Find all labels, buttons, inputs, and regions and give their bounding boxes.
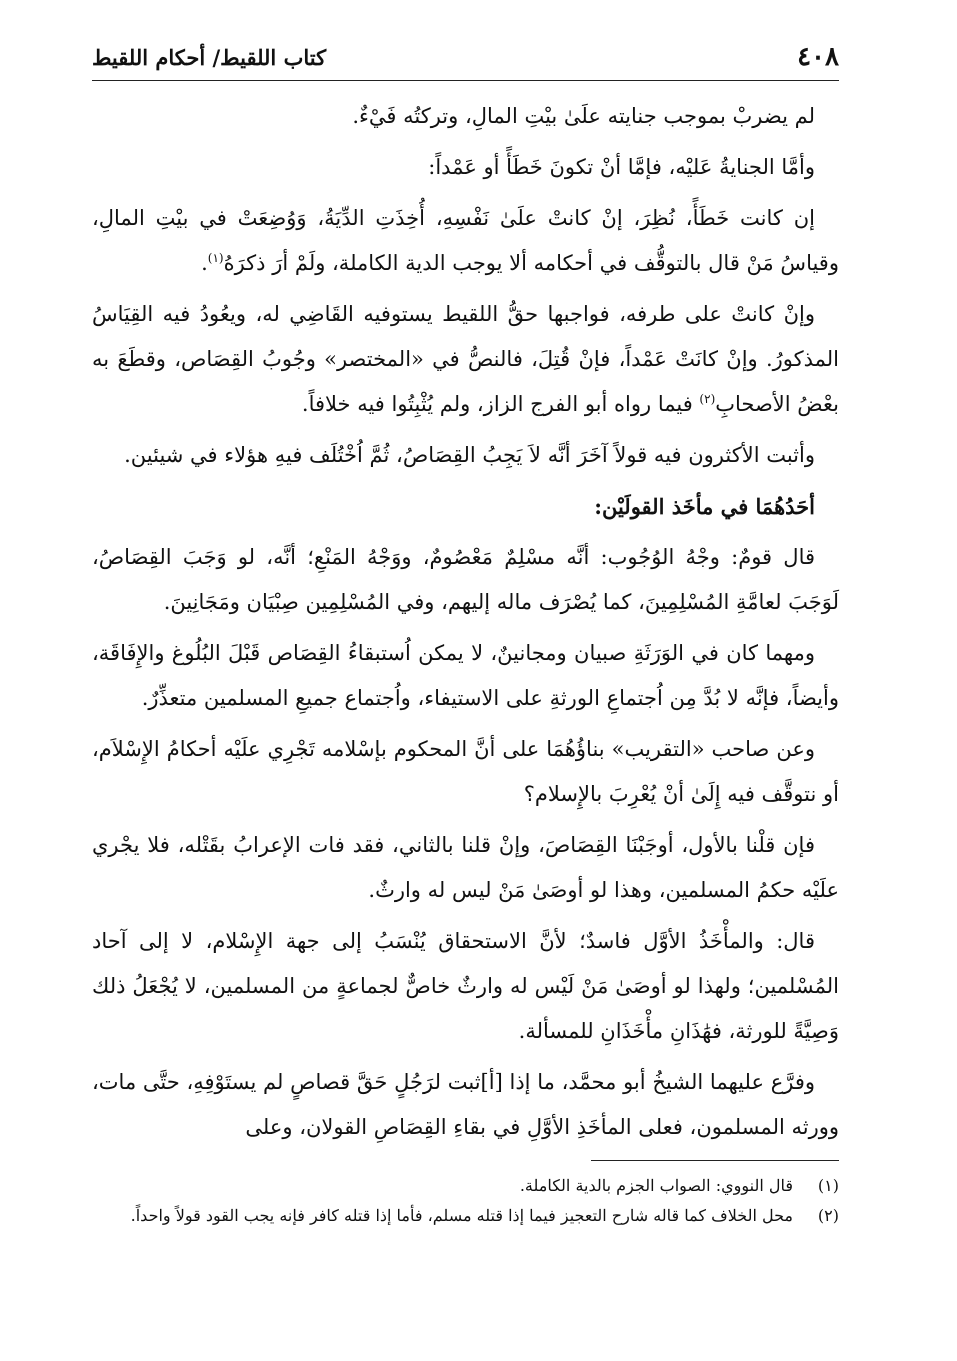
paragraph: وعن صاحب «التقريب» بناؤُهُمَا على أنَّ المحكوم بإسْلامه تَجْرِي علَيْه أحكامُ الإِسْلاَم، أو نتوقَّف فيه إِلَىٰ أنْ يُعْرِبَ بالإِسلام؟ <box>92 737 839 806</box>
footnote-text: قال النووي: الصواب الجزم بالدية الكاملة. <box>519 1176 793 1195</box>
footnote-number: (١) <box>817 1176 839 1195</box>
paragraph: وأثبت الأكثرون فيه قولاً آخَرَ أنَّه لاَ يَجِبُ القِصَاصُ، ثُمَّ اُخْتُلَف فيهِ هؤلاء في شيئين. <box>124 443 815 467</box>
paragraph: فإن قلْنا بالأول، أوجَبْنَا القِصَاصَ، وإنْ قلنا بالثاني، فقد فات الإعرابُ بقَتْله، فلا يجْري علَيْه حكمُ المسلمين، وهذا لو أوصَىٰ مَنْ ليس له وارثٌ. <box>92 833 839 902</box>
footnote-number: (٢) <box>817 1206 839 1225</box>
page-number: ٤٠٨ <box>797 42 839 72</box>
running-title: كتاب اللقيط/ أحكام اللقيط <box>92 44 327 70</box>
paragraph: قال: والمأْخَذُ الأوَّل فاسدٌ؛ لأنَّ الاستحقاق يُنْسَبُ إلى جهة الإِسْلام، لا إلى آحاد المُسْلمين؛ ولهذا لو أوصَىٰ مَنْ لَيْس له وارثٌ خاصٌّ لجماعةٍ من المسلمين، لا يُجْعَلُ ذلك وَصِيَّةً للورثة، فهَٰذَانِ مأْخَذَانِ للمسألة. <box>92 929 839 1043</box>
main-text <box>92 94 839 1156</box>
paragraph: إن كانت خَطَأً، نُظِرَ، إنْ كانتْ علَىٰ نَفْسِهِ، أُخِذَتِ الدِّيَةُ، وَوُضِعَتْ في بيْتِ المالِ، وقياسُ مَنْ قال بالتوقُّف في أحكامه ألا يوجب الدية الكاملة، ولَمْ أرَ ذكرَهُ$^{(١)}$. <box>92 206 839 275</box>
footnote-ref: (١) <box>207 251 224 265</box>
footnotes <box>92 1172 839 1232</box>
footnote-divider <box>591 1160 839 1161</box>
footnote-text: محل الخلاف كما قاله شارح التعجيز فيما إذا قتله مسلم، فأما إذا قتله كافر فإنه يجب القود قولاً واحداً. <box>130 1206 793 1225</box>
paragraph: ومهما كان في الوَرَثَةِ صبيان ومجانينٌ، لا يمكن اُستبقاءُ القِصَاص قَبْلَ البُلُوغ والإِفَاقَة، وأيضاً، فإنَّه لا بُدَّ مِن اُجتماعِ الورثةِ على الاستيفاء، واُجتماع جميعِ المسلمين متعذِّرٌ. <box>92 641 839 710</box>
paragraph: وإنْ كانتْ على طرفه، فواجبها حقُّ اللقيط يستوفيه القَاضِي له، ويعُودُ فيه القِيَاسُ المذكورُ. وإنْ كانَتْ عَمْداً، فإنْ قُتِلَ، فالنصُّ في «المختصر» وجُوبُ القِصَاص، وقطَعَ به بعْضُ الأصحابِ$^{(٢)}$ فيما رواه أبو الفرج الزاز، ولم يُثْبِتُوا فيه خلافاً. <box>92 302 839 416</box>
page-header <box>92 36 839 78</box>
header-divider <box>92 80 839 81</box>
section-heading: أحَدُهُمَا في مأخَذ القولَيْن: <box>594 494 815 519</box>
paragraph: وأمَّا الجنايةُ عَليْه، فإمَّا أنْ تكونَ خَطَأً أو عَمْداً: <box>428 155 815 179</box>
paragraph: لم يضربْ بموجب جنايته علَىٰ بيْتِ المالِ، وتركتُه فَيْءٌ. <box>352 104 815 128</box>
footnote <box>92 1202 839 1230</box>
footnote-ref: (٢) <box>699 392 716 406</box>
paragraph: وفرَّع عليهما الشيخُ أبو محمَّد، ما إذا [أ]ثبت لرَجُلٍ حَقَّ قصاصٍ لم يستَوْفِهِ، حتَّى مات، وورثه المسلمون، فعلى المأخَذِ الأوَّلِ في بقاءِ القِصَاصِ القولان، وعلى <box>92 1070 839 1139</box>
footnote <box>92 1172 839 1200</box>
paragraph: قال قومٌ: وجْهُ الوُجُوب: أنَّه مسْلِمٌ مَعْصُومٌ، ووَجْهُ المَنْعِ؛ أنَّه، لو وَجَبَ القِصَاصُ، لَوَجَبَ لعامَّةِ المُسْلِمِينَ، كما يُصْرَف ماله إليهم، وفي المُسْلِمِين صِبْيَان ومَجَانِينَ. <box>92 545 839 614</box>
